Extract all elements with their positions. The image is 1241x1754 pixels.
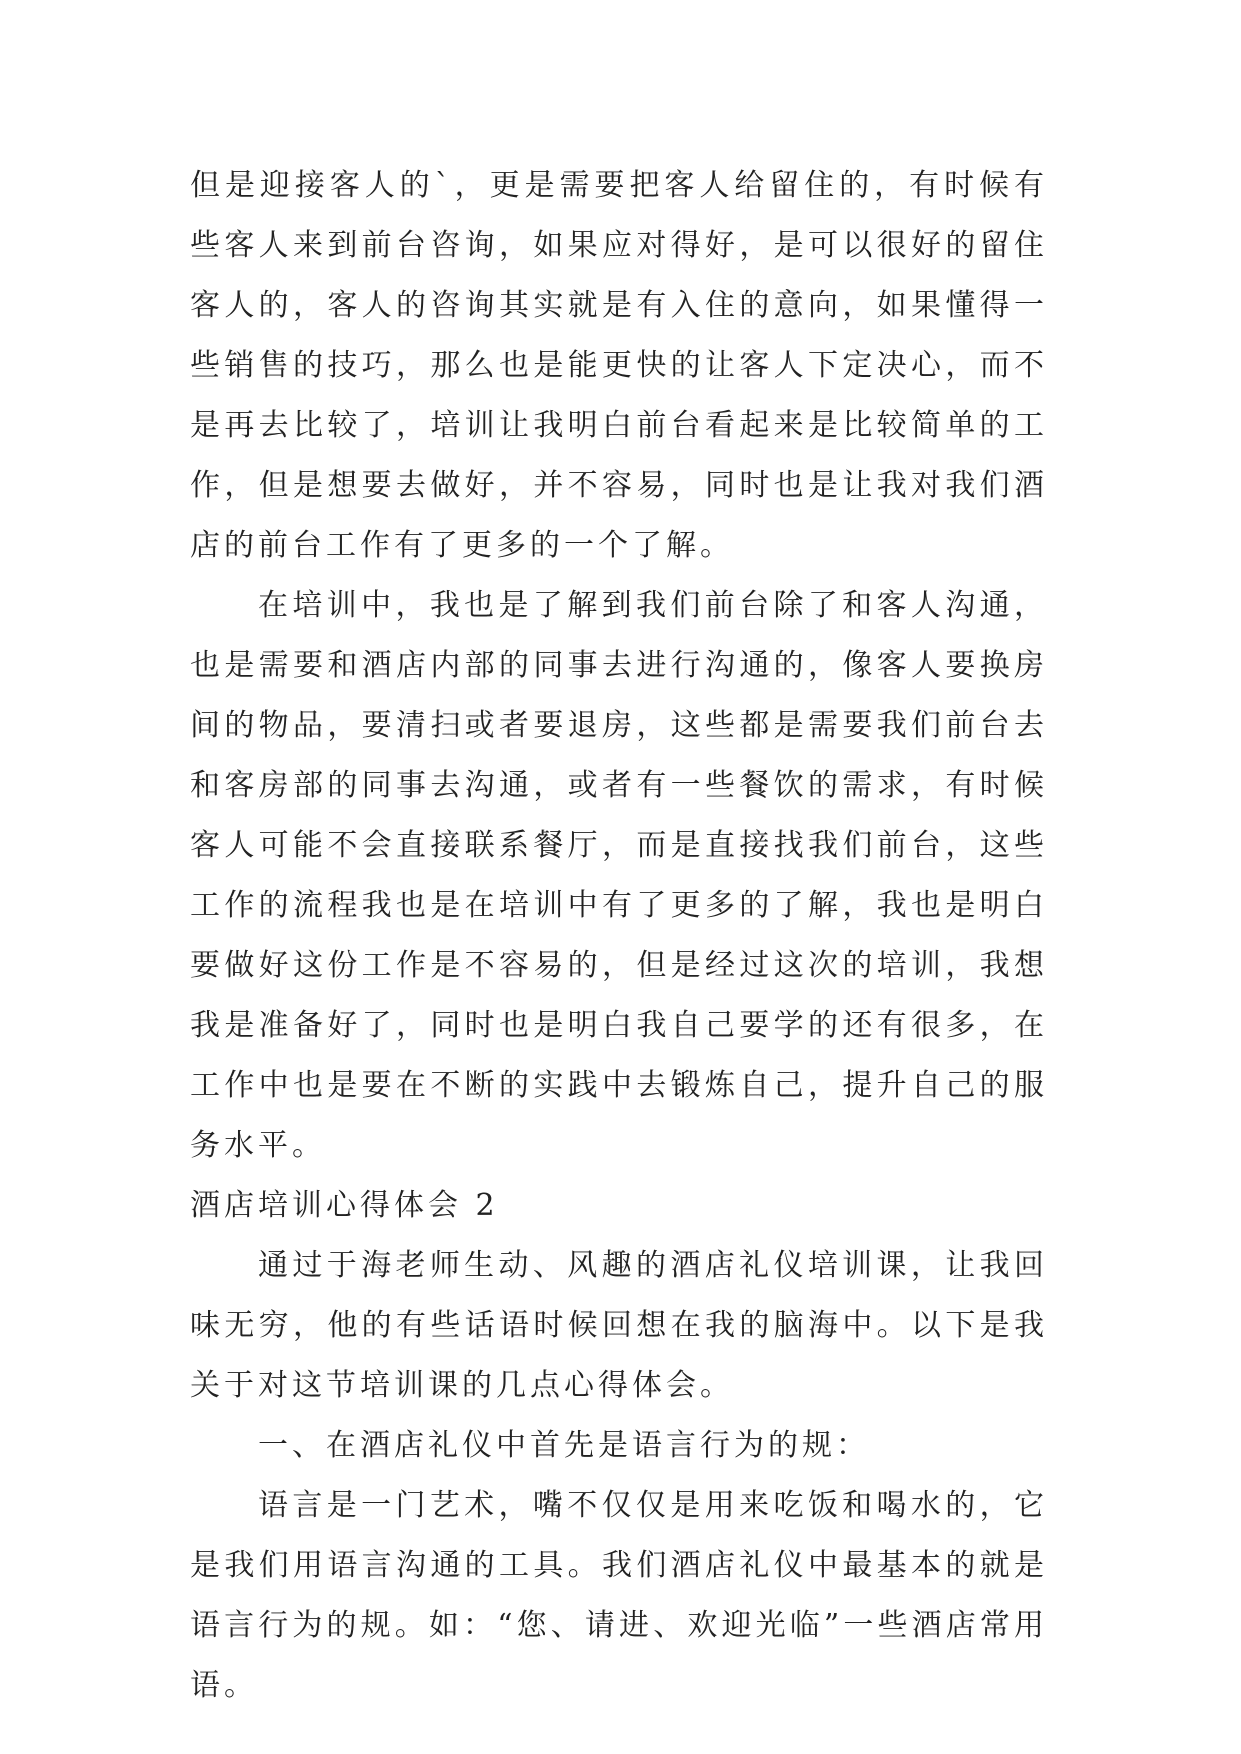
section-heading: 酒店培训心得体会 2 bbox=[190, 1188, 499, 1223]
paragraph-point-one: 一、在酒店礼仪中首先是语言行为的规： bbox=[258, 1428, 870, 1463]
paragraph-front-desk-retention: 但是迎接客人的`，更是需要把客人给留住的，有时候有些客人来到前台咨询，如果应对得好，是可以很好的留住客人的，客人的咨询其实就是有入住的意向，如果懂得一些销售的技巧，那么也是能更快的让客人下定决心，而不是再去比较了，培训让我明白前台看起来是比较简单的工作，但是想要去做好，并不容易，同时也是让我对我们酒店的前台工作有了更多的一个了解。 bbox=[190, 168, 1048, 563]
paragraph-language-art: 语言是一门艺术，嘴不仅仅是用来吃饭和喝水的，它是我们用语言沟通的工具。我们酒店礼仪中最基本的就是语言行为的规。如：“您、请进、欢迎光临”一些酒店常用语。 bbox=[190, 1488, 1048, 1703]
document-body bbox=[190, 156, 1048, 1716]
paragraph-etiquette-course: 通过于海老师生动、风趣的酒店礼仪培训课，让我回味无穷，他的有些话语时候回想在我的脑海中。以下是我关于对这节培训课的几点心得体会。 bbox=[190, 1248, 1048, 1403]
paragraph-internal-communication: 在培训中，我也是了解到我们前台除了和客人沟通，也是需要和酒店内部的同事去进行沟通的，像客人要换房间的物品，要清扫或者要退房，这些都是需要我们前台去和客房部的同事去沟通，或者有一些餐饮的需求，有时候客人可能不会直接联系餐厅，而是直接找我们前台，这些工作的流程我也是在培训中有了更多的了解，我也是明白要做好这份工作是不容易的，但是经过这次的培训，我想我是准备好了，同时也是明白我自己要学的还有很多，在工作中也是要在不断的实践中去锻炼自己，提升自己的服务水平。 bbox=[190, 588, 1048, 1163]
